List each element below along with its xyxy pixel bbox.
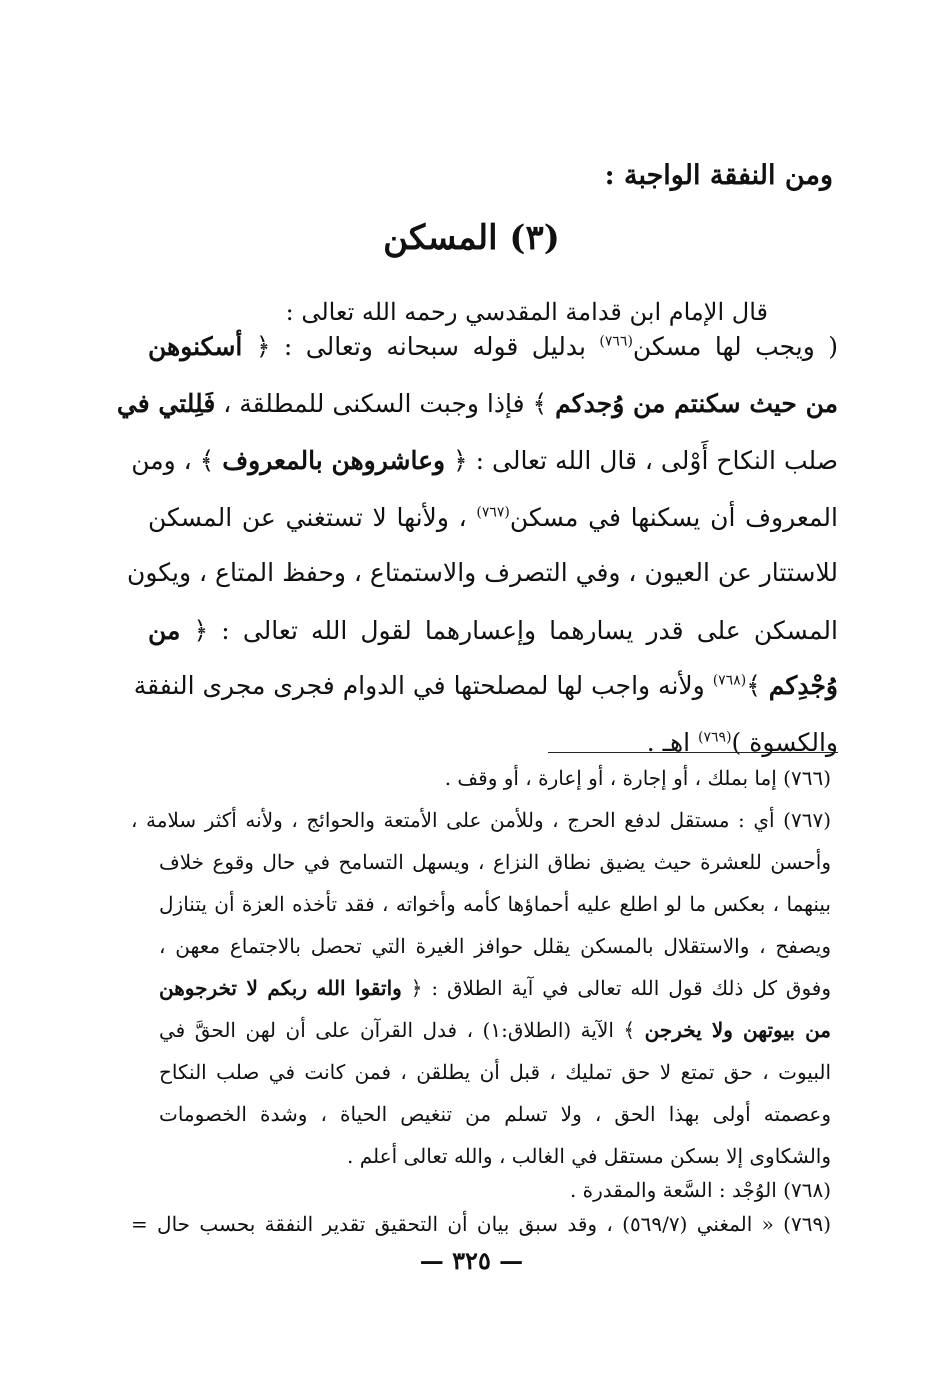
body-line [148,618,838,643]
quran-verse: فَلِلتي في [116,389,216,418]
footnote-line [159,1018,831,1042]
body-line [126,558,838,587]
body-text: اهـ . [646,728,699,757]
section-heading: ومن النفقة الواجبة : [604,160,833,191]
body-line [131,446,838,475]
footnote-text: (٧٦٦) إما بملك ، أو إجارة ، أو إعارة ، أو وقف . [444,766,831,790]
footnote-line [159,1102,831,1126]
footnote-line [159,892,831,916]
quran-verse: من بيوتهن ولا يخرجن [644,1018,832,1042]
footnote-ref: (٧٦٦) [599,333,633,350]
footnote-line [159,976,831,1000]
footnote-text: بينهما ، بعكس ما لو اطلع عليه أحماؤها كأمه وأخواته ، فقد تأخذه العزة أن يتنازل [159,892,831,916]
footnote-ref: (٧٦٧) [476,504,510,521]
footnote-text: ويصفح ، والاستقلال بالمسكن يقلل حوافز الغيرة التي تحصل بالاجتماع معهن ، [159,934,831,958]
footnote-text: وعصمته أولى بهذا الحق ، ولا تسلم من تنغيص الحياة ، وشدة الخصومات [159,1102,831,1126]
footnote-line [131,1212,831,1236]
footnote-text: وفوق كل ذلك قول الله تعالى في آية الطلاق : ﴿ [401,976,831,1000]
footnote-text: والشكاوى إلا بسكن مستقل في الغالب ، والله تعالى أعلم . [347,1144,831,1168]
footnote-separator [548,752,838,753]
body-line [133,671,838,700]
quran-verse: واتقوا الله ربكم لا تخرجوهن [159,976,402,1000]
footnote-line [131,1178,831,1202]
body-line [148,505,838,530]
quran-verse: من [148,616,181,645]
footnote-line [159,1060,831,1084]
intro-line: قال الإمام ابن قدامة المقدسي رحمه الله تعالى : [285,298,768,326]
footnote-ref: (٧٦٩) [698,729,732,746]
body-line [116,389,838,418]
footnote-text: وأحسن للعشرة حيث يضيق نطاق النزاع ، ويسهل التسامح في حال وقوع خلاف [159,850,831,874]
footnote-text: (٧٦٨) الوُجْد : السَّعة والمقدرة . [569,1178,831,1202]
body-text: للاستتار عن العيون ، وفي التصرف والاستمتاع ، وحفظ المتاع ، ويكون [126,558,838,587]
footnote-text: (٧٦٩) « المغني (٥٦٩/٧) ، وقد سبق بيان أن التحقيق تقدير النفقة بحسب حال = [131,1212,832,1236]
footnote-line [159,850,831,874]
footnote-line [131,808,831,832]
body-text: ( ويجب لها مسكن [632,332,839,361]
body-text: ﴾ فإذا وجبت السكنى للمطلقة ، [215,389,556,418]
body-text: المعروف أن يسكنها في مسكن [509,503,838,532]
quran-verse: أسكنوهن [148,332,243,361]
body-text: والكسوة ) [731,728,838,757]
body-text: ، ولأنها لا تستغني عن المسكن [148,503,477,532]
footnote-text: ﴾ الآية (الطلاق:١) ، فدل القرآن على أن لهن الحقَّ في [159,1018,645,1042]
body-line [148,334,838,359]
footnote-ref: (٧٦٨) [712,672,747,689]
footnote-line [159,1144,831,1168]
footnote-text: (٧٦٧) أي : مستقل لدفع الحرج ، وللأمن على الأمتعة والحوائج ، ولأنه أكثر سلامة ، [131,808,831,832]
body-text: ﴾ ، ومن [131,446,223,475]
footnote-text: البيوت ، حق تمتع لا حق تمليك ، قبل أن يطلقن ، فمن كانت في صلب النكاح [159,1060,831,1084]
body-text: صلب النكاح أَوْلى ، قال الله تعالى : ﴿ [445,446,838,475]
page-number: — ٣٢٥ — [419,1246,524,1275]
quran-verse: وُجْدِكم [768,671,838,700]
body-text: ﴾ [746,671,769,700]
body-text: المسكن على قدر يسارهما وإعسارهما لقول الله تعالى : ﴿ [180,616,838,645]
body-text: بدليل قوله سبحانه وتعالى : ﴿ [242,332,600,361]
body-text: ولأنه واجب لها لمصلحتها في الدوام فجرى مجرى النفقة [133,671,713,700]
quran-verse: من حيث سكنتم من وُجدكم [555,389,838,418]
quran-verse: وعاشروهن بالمعروف [222,446,446,475]
section-title: (٣) المسكن [383,218,560,258]
footnote-line [131,766,831,790]
footnote-line [159,934,831,958]
